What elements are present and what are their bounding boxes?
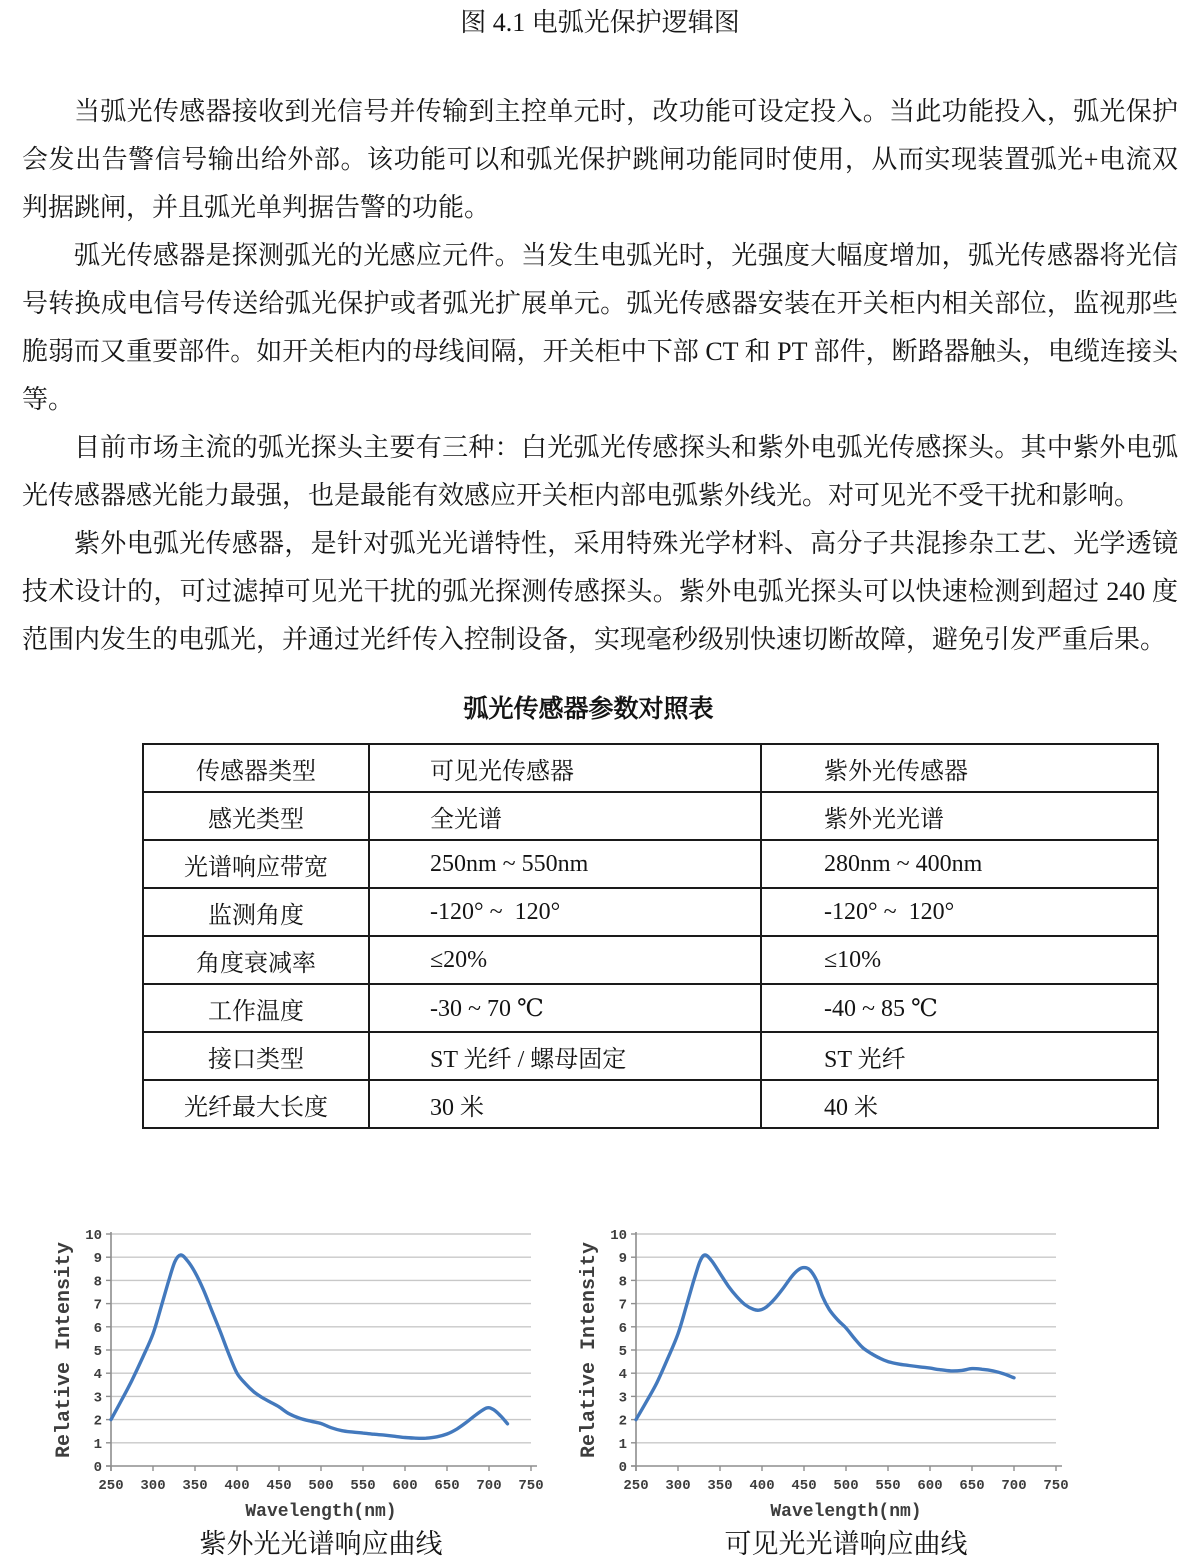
svg-text:Wavelength(nm): Wavelength(nm)	[245, 1502, 397, 1522]
table-cell: 角度衰减率	[143, 936, 369, 984]
table-row	[143, 936, 1158, 984]
svg-text:250: 250	[98, 1478, 124, 1494]
table-row	[143, 1080, 1158, 1128]
table-cell: 250nm ~ 550nm	[369, 840, 761, 888]
uv-chart-plot	[53, 1224, 553, 1526]
svg-text:600: 600	[392, 1478, 418, 1494]
svg-text:0: 0	[93, 1460, 102, 1476]
table-cell: -30 ~ 70 ℃	[369, 984, 761, 1032]
table-cell: ST 光纤	[761, 1032, 1158, 1080]
svg-text:8: 8	[93, 1274, 102, 1291]
table-cell: -40 ~ 85 ℃	[761, 984, 1158, 1032]
table-header-cell: 紫外光传感器	[761, 744, 1158, 792]
table-cell: 监测角度	[143, 888, 369, 936]
svg-text:600: 600	[917, 1478, 943, 1494]
visible-spectral-response-chart	[578, 1224, 1078, 1560]
table-row	[143, 888, 1158, 936]
svg-text:700: 700	[476, 1478, 502, 1494]
svg-text:400: 400	[224, 1478, 250, 1494]
sensor-parameter-table	[142, 743, 1159, 1129]
svg-text:650: 650	[959, 1478, 985, 1494]
table-header-cell: 传感器类型	[143, 744, 369, 792]
uv-spectral-response-chart	[53, 1224, 553, 1560]
svg-text:550: 550	[350, 1478, 376, 1494]
table-cell: 全光谱	[369, 792, 761, 840]
paragraph-4: 紫外电弧光传感器，是针对弧光光谱特性，采用特殊光学材料、高分子共混掺杂工艺、光学透镜技术设计的，可过滤掉可见光干扰的弧光探测传感探头。紫外电弧光探头可以快速检测到超过 240 度范围内发生的电弧光，并通过光纤传入控制设备，实现毫秒级别快速切断故障，避免引发严重后果。	[22, 529, 1178, 654]
table-cell: ST 光纤 / 螺母固定	[369, 1032, 761, 1080]
table-cell: -120° ~ 120°	[761, 888, 1158, 936]
table-cell: 30 米	[369, 1080, 761, 1128]
svg-text:8: 8	[618, 1274, 627, 1291]
svg-text:650: 650	[434, 1478, 460, 1494]
svg-text:3: 3	[93, 1390, 102, 1407]
svg-text:Relative Intensity: Relative Intensity	[53, 1241, 76, 1459]
paragraph-1: 当弧光传感器接收到光信号并传输到主控单元时，改功能可设定投入。当此功能投入，弧光保护会发出告警信号输出给外部。该功能可以和弧光保护跳闸功能同时使用，从而实现装置弧光+电流双判据跳闸，并且弧光单判据告警的功能。	[22, 97, 1178, 222]
table-cell: 紫外光光谱	[761, 792, 1158, 840]
table-row	[143, 840, 1158, 888]
svg-text:9: 9	[93, 1251, 102, 1268]
svg-text:300: 300	[140, 1478, 166, 1494]
svg-text:2: 2	[618, 1413, 627, 1430]
table-cell: 感光类型	[143, 792, 369, 840]
svg-text:5: 5	[93, 1344, 102, 1360]
svg-text:450: 450	[791, 1478, 817, 1494]
svg-text:10: 10	[85, 1228, 102, 1244]
svg-text:450: 450	[266, 1478, 292, 1494]
svg-text:350: 350	[707, 1478, 733, 1494]
visible-chart-caption: 可见光光谱响应曲线	[724, 1529, 968, 1559]
svg-text:5: 5	[618, 1344, 627, 1360]
table-row	[143, 792, 1158, 840]
svg-text:350: 350	[182, 1478, 208, 1494]
svg-text:400: 400	[749, 1478, 775, 1494]
svg-text:4: 4	[618, 1367, 627, 1384]
charts-row	[53, 1224, 1200, 1560]
table-cell: 40 米	[761, 1080, 1158, 1128]
table-cell: 光谱响应带宽	[143, 840, 369, 888]
table-cell: ≤10%	[761, 936, 1158, 984]
table-row	[143, 984, 1158, 1032]
svg-text:6: 6	[618, 1320, 627, 1337]
svg-text:700: 700	[1001, 1478, 1027, 1494]
table-header-row	[143, 744, 1158, 792]
svg-text:300: 300	[665, 1478, 691, 1494]
svg-text:7: 7	[93, 1297, 102, 1314]
svg-text:1: 1	[618, 1436, 627, 1453]
figure-caption-title: 图 4.1 电弧光保护逻辑图	[460, 8, 740, 37]
svg-text:750: 750	[1043, 1478, 1069, 1494]
table-cell: 接口类型	[143, 1032, 369, 1080]
table-row	[143, 1032, 1158, 1080]
paragraph-2: 弧光传感器是探测弧光的光感应元件。当发生电弧光时，光强度大幅度增加，弧光传感器将光信号转换成电信号传送给弧光保护或者弧光扩展单元。弧光传感器安装在开关柜内相关部位，监视那些脆弱而又重要部件。如开关柜内的母线间隔，开关柜中下部 CT 和 PT 部件，断路器触头，电缆连接头等。	[22, 241, 1178, 414]
svg-text:4: 4	[93, 1367, 102, 1384]
svg-text:9: 9	[618, 1251, 627, 1268]
svg-text:250: 250	[623, 1478, 649, 1494]
table-cell: 工作温度	[143, 984, 369, 1032]
paragraph-3: 目前市场主流的弧光探头主要有三种：白光弧光传感探头和紫外电弧光传感探头。其中紫外电弧光传感器感光能力最强，也是最能有效感应开关柜内部电弧紫外线光。对可见光不受干扰和影响。	[22, 433, 1178, 510]
svg-text:2: 2	[93, 1413, 102, 1430]
svg-text:500: 500	[308, 1478, 334, 1494]
visible-chart-plot	[578, 1224, 1078, 1526]
svg-text:750: 750	[518, 1478, 544, 1494]
body-text	[22, 88, 1178, 664]
svg-text:6: 6	[93, 1320, 102, 1337]
svg-text:500: 500	[833, 1478, 859, 1494]
table-cell: 光纤最大长度	[143, 1080, 369, 1128]
svg-text:1: 1	[93, 1436, 102, 1453]
svg-text:550: 550	[875, 1478, 901, 1494]
table-cell: -120° ~ 120°	[369, 888, 761, 936]
svg-text:Wavelength(nm): Wavelength(nm)	[770, 1502, 922, 1522]
svg-text:Relative Intensity: Relative Intensity	[578, 1241, 601, 1459]
table-cell: ≤20%	[369, 936, 761, 984]
svg-text:3: 3	[618, 1390, 627, 1407]
table-body	[143, 792, 1158, 1128]
uv-chart-caption: 紫外光光谱响应曲线	[199, 1529, 443, 1559]
table-cell: 280nm ~ 400nm	[761, 840, 1158, 888]
table-header-cell: 可见光传感器	[369, 744, 761, 792]
svg-text:7: 7	[618, 1297, 627, 1314]
svg-text:10: 10	[610, 1228, 627, 1244]
svg-text:0: 0	[618, 1460, 627, 1476]
table-title: 弧光传感器参数对照表	[463, 696, 714, 723]
